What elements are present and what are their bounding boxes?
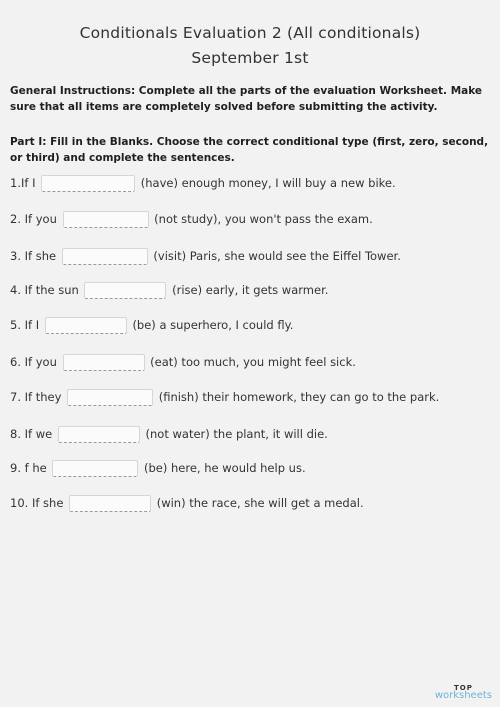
question-2 xyxy=(10,210,494,228)
question-10-prefix: 10. If she xyxy=(10,496,64,510)
answer-field-10[interactable] xyxy=(69,495,151,512)
question-3 xyxy=(10,247,494,265)
question-10 xyxy=(10,494,494,512)
question-3-suffix: (visit) Paris, she would see the Eiffel Tower. xyxy=(153,249,401,263)
worksheet-title: Conditionals Evaluation 2 (All conditionals) xyxy=(79,24,421,42)
question-8-suffix: (not water) the plant, it will die. xyxy=(145,427,328,441)
answer-field-3[interactable] xyxy=(62,248,148,265)
answer-field-6[interactable] xyxy=(63,354,145,371)
logo-bottom-text: worksheets xyxy=(434,690,492,701)
answer-field-4[interactable] xyxy=(84,282,166,299)
general-instructions: General Instructions: Complete all the parts of the evaluation Worksheet. Make sure that all items are completely solved before submitting the activity. xyxy=(10,85,483,113)
question-7-suffix: (finish) their homework, they can go to the park. xyxy=(158,390,440,404)
question-5 xyxy=(10,316,494,334)
topworksheets-logo xyxy=(435,684,492,701)
logo-top-text: TOP xyxy=(453,684,473,692)
question-4 xyxy=(10,281,494,299)
answer-field-2[interactable] xyxy=(63,211,149,228)
question-6 xyxy=(10,353,494,371)
answer-field-8[interactable] xyxy=(58,426,140,443)
question-7-prefix: 7. If they xyxy=(10,390,62,404)
question-4-suffix: (rise) early, it gets warmer. xyxy=(172,283,329,297)
question-10-suffix: (win) the race, she will get a medal. xyxy=(156,496,364,510)
part1-instructions: Part I: Fill in the Blanks. Choose the correct conditional type (first, zero, second, or third) and complete the sentences. xyxy=(10,136,489,164)
question-5-suffix: (be) a superhero, I could fly. xyxy=(132,318,294,332)
question-5-prefix: 5. If I xyxy=(10,318,40,332)
question-2-suffix: (not study), you won't pass the exam. xyxy=(154,212,373,226)
question-4-prefix: 4. If the sun xyxy=(10,283,79,297)
answer-field-5[interactable] xyxy=(45,317,127,334)
answer-field-1[interactable] xyxy=(41,175,135,192)
question-7 xyxy=(10,388,494,406)
question-1 xyxy=(10,174,494,192)
question-2-prefix: 2. If you xyxy=(10,212,57,226)
answer-field-9[interactable] xyxy=(52,460,138,477)
question-1-prefix: 1.If I xyxy=(10,176,36,190)
answer-field-7[interactable] xyxy=(67,389,153,406)
question-9-prefix: 9. f he xyxy=(10,461,47,475)
worksheet-date: September 1st xyxy=(191,49,309,67)
question-8 xyxy=(10,425,494,443)
question-1-suffix: (have) enough money, I will buy a new bike. xyxy=(140,176,396,190)
question-6-suffix: (eat) too much, you might feel sick. xyxy=(150,355,356,369)
question-9 xyxy=(10,459,494,477)
question-8-prefix: 8. If we xyxy=(10,427,53,441)
question-9-suffix: (be) here, he would help us. xyxy=(144,461,306,475)
question-3-prefix: 3. If she xyxy=(10,249,57,263)
question-6-prefix: 6. If you xyxy=(10,355,57,369)
